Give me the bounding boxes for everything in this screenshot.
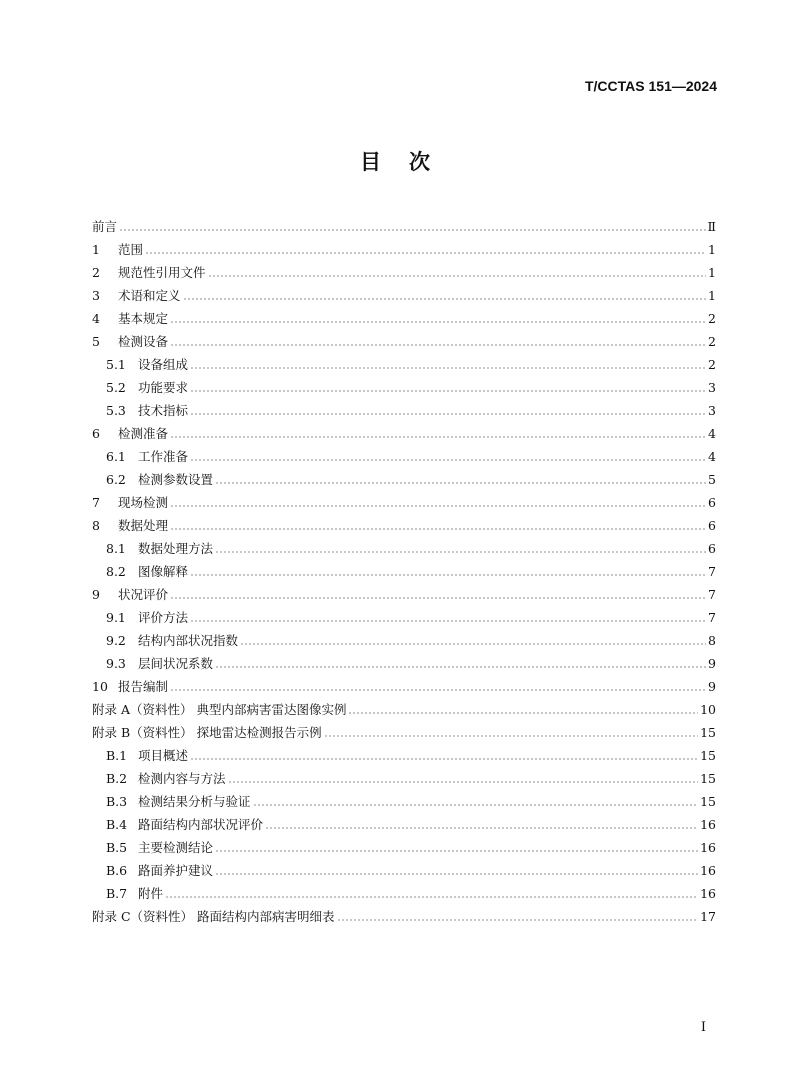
toc-entry[interactable] [92,534,716,557]
toc-entry-number: 7 [92,495,100,510]
dot-leader [215,666,706,668]
toc-entry-number: 6.2 [106,472,126,487]
dot-leader [190,367,706,369]
toc-entry-page: 1 [708,242,716,257]
toc-entry[interactable] [92,511,716,534]
toc-entry-label: 检测准备 [118,426,169,441]
toc-entry-label: 路面结构内部状况评价 [138,817,264,832]
dot-leader [337,919,699,921]
toc-entry-page: 15 [700,748,716,763]
dot-leader [190,413,706,415]
toc-entry[interactable] [92,327,716,350]
dot-leader [183,298,707,300]
toc-entry-label: 工作准备 [138,449,189,464]
toc-entry-page: 4 [708,426,716,441]
dot-leader [348,712,698,714]
toc-entry-page: 3 [708,403,716,418]
toc-entry-number: 1 [92,242,100,257]
dot-leader [190,620,706,622]
toc-entry-number: 5.2 [106,380,126,395]
dot-leader [215,873,698,875]
dot-leader [170,528,706,530]
toc-entry-label: 结构内部状况指数 [138,633,239,648]
toc-entry[interactable] [92,741,716,764]
toc-entry[interactable] [92,281,716,304]
toc-entry[interactable] [92,764,716,787]
toc-entry-page: 6 [708,518,716,533]
toc-entry-label: 附件 [138,886,164,901]
toc-entry[interactable] [92,419,716,442]
toc-entry-page: 16 [700,840,716,855]
toc-entry-page: 2 [708,334,716,349]
toc-entry-number: B.2 [106,771,128,786]
toc-entry-number: 3 [92,288,100,303]
toc-entry-label: 设备组成 [138,357,189,372]
dot-leader [119,229,705,231]
toc-entry-page: 2 [708,311,716,326]
toc-entry-page: 1 [708,288,716,303]
toc-entry-label: 检测参数设置 [138,472,214,487]
standard-number: T/CCTAS 151—2024 [584,78,717,94]
toc-entry-number: 5.3 [106,403,126,418]
dot-leader [190,758,698,760]
toc-entry-number: 4 [92,311,100,326]
toc-entry-page: 15 [700,725,716,740]
dot-leader [190,390,706,392]
dot-leader [170,321,706,323]
toc-entry-label: 层间状况系数 [138,656,214,671]
toc-entry-number: B.3 [106,794,128,809]
toc-entry-number: 8.1 [106,541,126,556]
toc-entry-number: 9.2 [106,633,126,648]
toc-entry[interactable] [92,373,716,396]
toc-entry-page: 16 [700,817,716,832]
toc-entry-page: 16 [700,886,716,901]
toc-entry-label: 前言 [92,219,118,234]
toc-entry-number: 9.3 [106,656,126,671]
dot-leader [170,436,706,438]
toc-entry-number: B.4 [106,817,128,832]
toc-entry[interactable] [92,212,716,235]
toc-entry-label: 附录 A（资料性） 典型内部病害雷达图像实例 [92,702,347,717]
toc-entry[interactable] [92,603,716,626]
toc-entry-label: 功能要求 [138,380,189,395]
dot-leader [265,827,698,829]
dot-leader [170,505,706,507]
toc-entry[interactable] [92,465,716,488]
toc-entry-number: 9.1 [106,610,126,625]
toc-entry-page: 9 [708,679,716,694]
toc-entry-page: 15 [700,794,716,809]
toc-entry-label: 范围 [118,242,144,257]
page-number: I [700,1020,706,1035]
toc-entry-label: 状况评价 [118,587,169,602]
dot-leader [190,459,706,461]
toc-entry-number: 10 [92,679,108,694]
toc-entry-page: 6 [708,541,716,556]
toc-entry[interactable] [92,787,716,810]
toc-entry-label: 规范性引用文件 [118,265,206,280]
toc-entry-label: 图像解释 [138,564,189,579]
dot-leader [253,804,699,806]
toc-entry-label: 评价方法 [138,610,189,625]
toc-entry-number: B.1 [106,748,128,763]
dot-leader [324,735,698,737]
toc-entry[interactable] [92,488,716,511]
toc-entry-label: 检测内容与方法 [138,771,226,786]
toc-entry-page: 10 [700,702,716,717]
toc-entry-label: 检测结果分析与验证 [138,794,251,809]
toc-entry-label: 路面养护建议 [138,863,214,878]
toc-entry-number: B.6 [106,863,128,878]
toc-entry-label: 附录 C（资料性） 路面结构内部病害明细表 [92,909,335,924]
toc-entry-page: 7 [708,587,716,602]
toc-entry[interactable] [92,879,716,902]
toc-entry-label: 检测设备 [118,334,169,349]
toc-entry-number: 5 [92,334,100,349]
toc-entry-page: 9 [708,656,716,671]
dot-leader [170,597,706,599]
toc-entry[interactable] [92,350,716,373]
toc-entry-number: 6.1 [106,449,126,464]
toc-entry[interactable] [92,902,716,925]
toc-entry-page: 3 [708,380,716,395]
toc-entry[interactable] [92,672,716,695]
toc-entry-page: 16 [700,863,716,878]
toc-entry-number: 6 [92,426,100,441]
toc-entry-page: Ⅱ [707,219,716,234]
toc-entry-label: 报告编制 [118,679,169,694]
toc-entry-label: 附录 B（资料性） 探地雷达检测报告示例 [92,725,322,740]
toc-entry-label: 基本规定 [118,311,169,326]
toc-entry[interactable] [92,235,716,258]
toc-entry-label: 项目概述 [138,748,189,763]
toc-entry[interactable] [92,810,716,833]
toc-entry-label: 主要检测结论 [138,840,214,855]
toc-entry[interactable] [92,626,716,649]
toc-entry-label: 术语和定义 [118,288,181,303]
toc-entry-label: 现场检测 [118,495,169,510]
toc-entry-page: 1 [708,265,716,280]
toc-entry[interactable] [92,856,716,879]
toc-entry[interactable] [92,695,716,718]
toc-entry-number: 8.2 [106,564,126,579]
toc-entry-number: B.7 [106,886,128,901]
toc-entry-page: 7 [708,610,716,625]
toc-entry-number: 9 [92,587,100,602]
toc-entry[interactable] [92,442,716,465]
toc-entry[interactable] [92,833,716,856]
toc-entry-page: 6 [708,495,716,510]
toc-entry[interactable] [92,580,716,603]
toc-entry[interactable] [92,557,716,580]
toc-entry-page: 2 [708,357,716,372]
dot-leader [208,275,707,277]
toc-entry-number: 8 [92,518,100,533]
dot-leader [215,482,706,484]
dot-leader [170,689,706,691]
toc-entry[interactable] [92,258,716,281]
toc-entry-number: 5.1 [106,357,126,372]
dot-leader [228,781,699,783]
dot-leader [240,643,706,645]
toc-entry-label: 数据处理 [118,518,169,533]
dot-leader [145,252,706,254]
toc-entry[interactable] [92,649,716,672]
toc-entry-page: 5 [708,472,716,487]
toc-entry[interactable] [92,718,716,741]
toc-entry-page: 7 [708,564,716,579]
dot-leader [215,850,698,852]
toc-entry-label: 数据处理方法 [138,541,214,556]
toc-entry-page: 17 [700,909,716,924]
toc-entry-number: 2 [92,265,100,280]
toc-entry[interactable] [92,304,716,327]
table-of-contents [92,212,716,925]
dot-leader [165,896,698,898]
toc-entry-page: 15 [700,771,716,786]
toc-entry-label: 技术指标 [138,403,189,418]
dot-leader [190,574,706,576]
page-title: 目次 [360,149,458,174]
toc-entry-number: B.5 [106,840,128,855]
toc-entry-page: 4 [708,449,716,464]
toc-entry[interactable] [92,396,716,419]
dot-leader [215,551,706,553]
dot-leader [170,344,706,346]
toc-entry-page: 8 [708,633,716,648]
